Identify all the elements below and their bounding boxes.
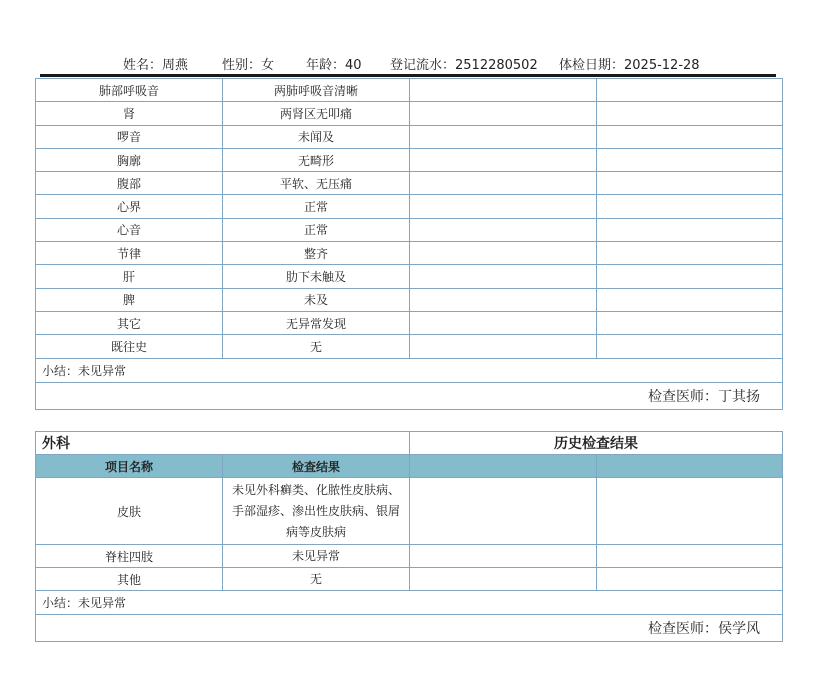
age-field (306, 56, 362, 76)
summary-row (36, 591, 783, 615)
date-field (559, 56, 700, 76)
item-result: 两肺呼吸音清晰 (223, 79, 410, 102)
table-row (36, 288, 783, 311)
table-row (36, 335, 783, 358)
doctor-row (36, 615, 783, 642)
summary-text: 小结：未见异常 (36, 358, 783, 382)
gender-field (222, 56, 274, 76)
summary-text: 小结：未见异常 (36, 591, 783, 615)
col-result: 检查结果 (223, 455, 410, 478)
item-name: 既往史 (36, 335, 223, 358)
item-result: 无异常发现 (223, 311, 410, 334)
item-name: 其他 (36, 568, 223, 591)
item-result: 肋下未触及 (223, 265, 410, 288)
item-result: 无畸形 (223, 148, 410, 171)
history-cell (410, 125, 597, 148)
table-row (36, 568, 783, 591)
table-row (36, 79, 783, 102)
history-cell (410, 545, 597, 568)
serial-field (390, 56, 538, 76)
history-cell (597, 195, 783, 218)
table-row (36, 478, 783, 545)
table-row (36, 311, 783, 334)
history-cell (410, 288, 597, 311)
item-name: 心界 (36, 195, 223, 218)
age-value: 40 (345, 58, 362, 73)
history-cell (410, 311, 597, 334)
item-result: 无 (223, 335, 410, 358)
item-result (223, 478, 410, 545)
history-cell (597, 102, 783, 125)
table-row (36, 242, 783, 265)
surgery-dept-title: 外科 (36, 432, 410, 455)
item-name: 皮肤 (36, 478, 223, 545)
history-cell (597, 568, 783, 591)
history-cell (597, 311, 783, 334)
age-label: 年龄： (306, 58, 346, 73)
item-name: 腹部 (36, 172, 223, 195)
history-cell (597, 478, 783, 545)
item-name: 胸廓 (36, 148, 223, 171)
name-field (123, 56, 188, 76)
item-name: 肝 (36, 265, 223, 288)
item-name: 其它 (36, 311, 223, 334)
item-name: 肺部呼吸音 (36, 79, 223, 102)
history-cell (597, 288, 783, 311)
item-result: 整齐 (223, 242, 410, 265)
item-result (223, 568, 410, 591)
history-results-title: 历史检查结果 (410, 432, 783, 455)
item-name: 脾 (36, 288, 223, 311)
history-cell (410, 172, 597, 195)
table-row (36, 265, 783, 288)
item-name: 心音 (36, 218, 223, 241)
item-result-text: 未见外科癣类、化脓性皮肤病、手部湿疹、渗出性皮肤病、银屑病等皮肤病 (231, 482, 400, 539)
history-cell (597, 545, 783, 568)
table-row (36, 102, 783, 125)
history-cell (597, 242, 783, 265)
history-cell (597, 79, 783, 102)
internal-exam-table (35, 78, 783, 410)
table-row (36, 195, 783, 218)
table-row (36, 172, 783, 195)
history-cell (597, 125, 783, 148)
header-divider (40, 74, 776, 77)
history-cell (410, 478, 597, 545)
item-result-text: 无 (309, 571, 322, 586)
item-result: 平软、无压痛 (223, 172, 410, 195)
table-row (36, 218, 783, 241)
item-result: 未及 (223, 288, 410, 311)
history-cell (597, 335, 783, 358)
item-name: 啰音 (36, 125, 223, 148)
serial-label: 登记流水： (390, 58, 456, 73)
history-cell (597, 172, 783, 195)
gender-value: 女 (261, 58, 275, 73)
history-cell (410, 568, 597, 591)
item-result-text: 未见异常 (291, 548, 340, 563)
serial-value: 2512280502 (455, 58, 538, 73)
doctor-row (36, 382, 783, 409)
name-label: 姓名： (123, 58, 163, 73)
date-label: 体检日期： (559, 58, 625, 73)
history-cell (410, 335, 597, 358)
col-history-2 (597, 455, 783, 478)
item-name: 肾 (36, 102, 223, 125)
item-result: 正常 (223, 218, 410, 241)
col-item-name: 项目名称 (36, 455, 223, 478)
table-row (36, 125, 783, 148)
history-cell (410, 79, 597, 102)
surgery-section-header (36, 432, 783, 455)
doctor-signature: 检查医师：丁其扬 (36, 382, 783, 409)
item-name: 脊柱四肢 (36, 545, 223, 568)
history-cell (410, 148, 597, 171)
surgery-column-headers (36, 455, 783, 478)
history-cell (410, 195, 597, 218)
history-cell (597, 265, 783, 288)
item-result (223, 545, 410, 568)
history-cell (410, 218, 597, 241)
name-value: 周燕 (162, 58, 189, 73)
date-value: 2025-12-28 (624, 58, 700, 73)
gender-label: 性别： (222, 58, 262, 73)
item-result: 未闻及 (223, 125, 410, 148)
history-cell (410, 265, 597, 288)
surgery-exam-table (35, 431, 783, 642)
history-cell (597, 218, 783, 241)
item-result: 正常 (223, 195, 410, 218)
item-name: 节律 (36, 242, 223, 265)
item-result: 两肾区无叩痛 (223, 102, 410, 125)
history-cell (410, 242, 597, 265)
table-row (36, 148, 783, 171)
col-history-1 (410, 455, 597, 478)
summary-row (36, 358, 783, 382)
table-row (36, 545, 783, 568)
patient-header (40, 56, 776, 76)
doctor-signature: 检查医师：侯学风 (36, 615, 783, 642)
history-cell (410, 102, 597, 125)
history-cell (597, 148, 783, 171)
